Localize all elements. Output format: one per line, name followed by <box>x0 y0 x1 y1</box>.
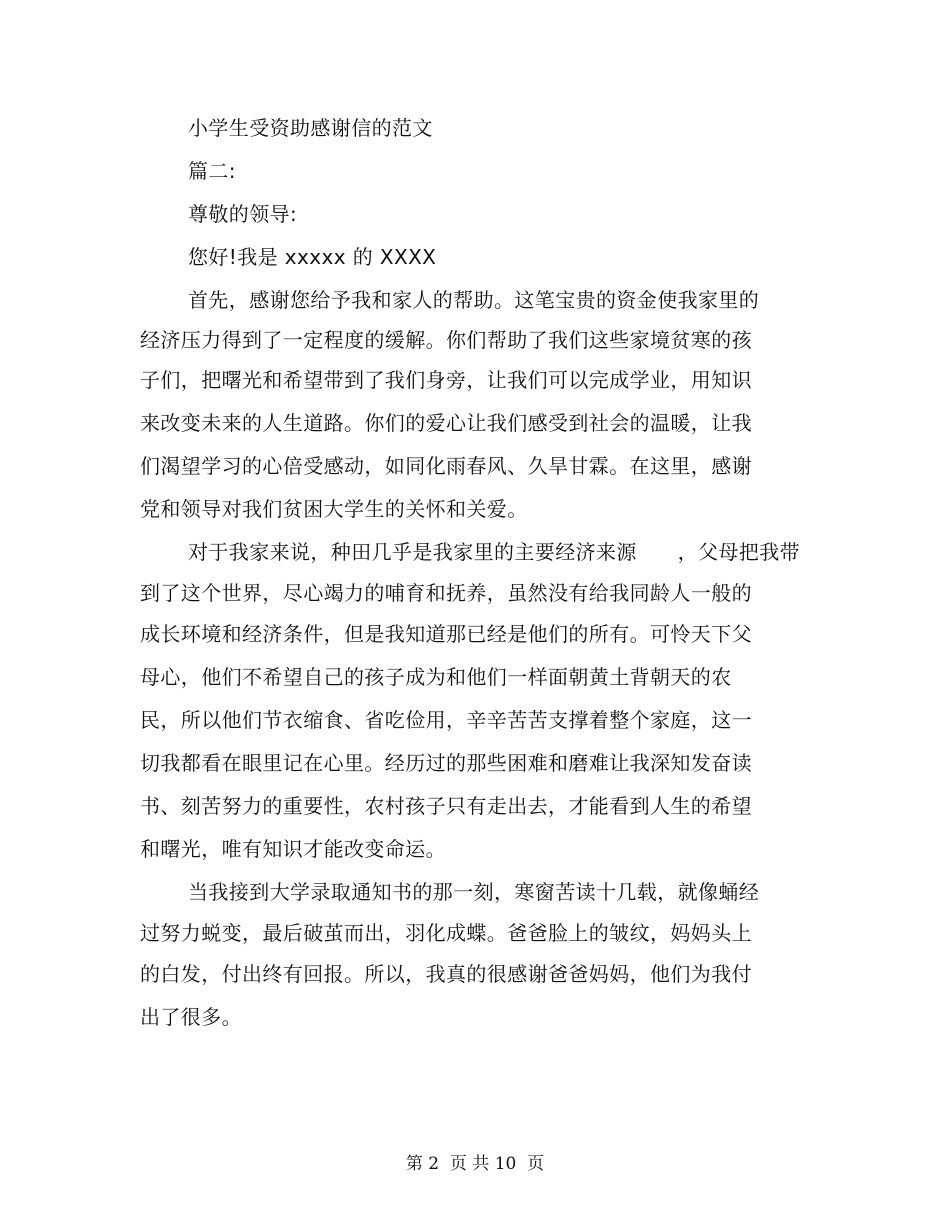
paragraph-line: 党和领导对我们贫困大学生的关怀和关爱。 <box>140 497 528 521</box>
paragraph-line: 们渴望学习的心倍受感动，如同化雨春风、久旱甘霖。在这里，感谢 <box>140 454 752 478</box>
paragraph-line: 母心，他们不希望自己的孩子成为和他们一样面朝黄土背朝天的农 <box>140 665 732 689</box>
paragraph-line: 切我都看在眼里记在心里。经历过的那些困难和磨难让我深知发奋读 <box>140 751 752 775</box>
paragraph-line: 到了这个世界，尽心竭力的哺育和抚养，虽然没有给我同龄人一般的 <box>140 581 752 605</box>
paragraph-line: 过努力蜕变，最后破茧而出，羽化成蝶。爸爸脸上的皱纹，妈妈头上 <box>140 921 752 945</box>
paragraph-line: 子们，把曙光和希望带到了我们身旁，让我们可以完成学业，用知识 <box>140 368 752 392</box>
page-footer: 第 2 页 共 10 页 <box>405 1154 545 1174</box>
paragraph-line: 民，所以他们节衣缩食、省吃俭用，辛辛苦苦支撑着整个家庭，这一 <box>140 708 752 732</box>
paragraph-line: 和曙光，唯有知识才能改变命运。 <box>140 837 446 861</box>
paragraph-line: 来改变未来的人生道路。你们的爱心让我们感受到社会的温暖，让我 <box>140 411 752 435</box>
paragraph-line: 书、刻苦努力的重要性，农村孩子只有走出去，才能看到人生的希望 <box>140 794 752 818</box>
salutation: 尊敬的领导: <box>188 202 298 226</box>
paragraph-line: 的白发，付出终有回报。所以，我真的很感谢爸爸妈妈，他们为我付 <box>140 962 752 986</box>
greeting: 您好!我是 xxxxx 的 XXXX <box>188 245 437 269</box>
paragraph-line: 对于我家来说，种田几乎是我家里的主要经济来源 ，父母把我带 <box>188 540 800 564</box>
paragraph-line: 成长环境和经济条件，但是我知道那已经是他们的所有。可怜天下父 <box>140 622 752 646</box>
paragraph-line: 出了很多。 <box>140 1005 242 1029</box>
paragraph-line: 当我接到大学录取通知书的那一刻，寒窗苦读十几载，就像蛹经 <box>188 880 760 904</box>
part-label: 篇二: <box>188 159 236 183</box>
paragraph-line: 首先，感谢您给予我和家人的帮助。这笔宝贵的资金使我家里的 <box>188 288 760 312</box>
document-title: 小学生受资助感谢信的范文 <box>188 116 433 140</box>
paragraph-line: 经济压力得到了一定程度的缓解。你们帮助了我们这些家境贫寒的孩 <box>140 328 752 352</box>
